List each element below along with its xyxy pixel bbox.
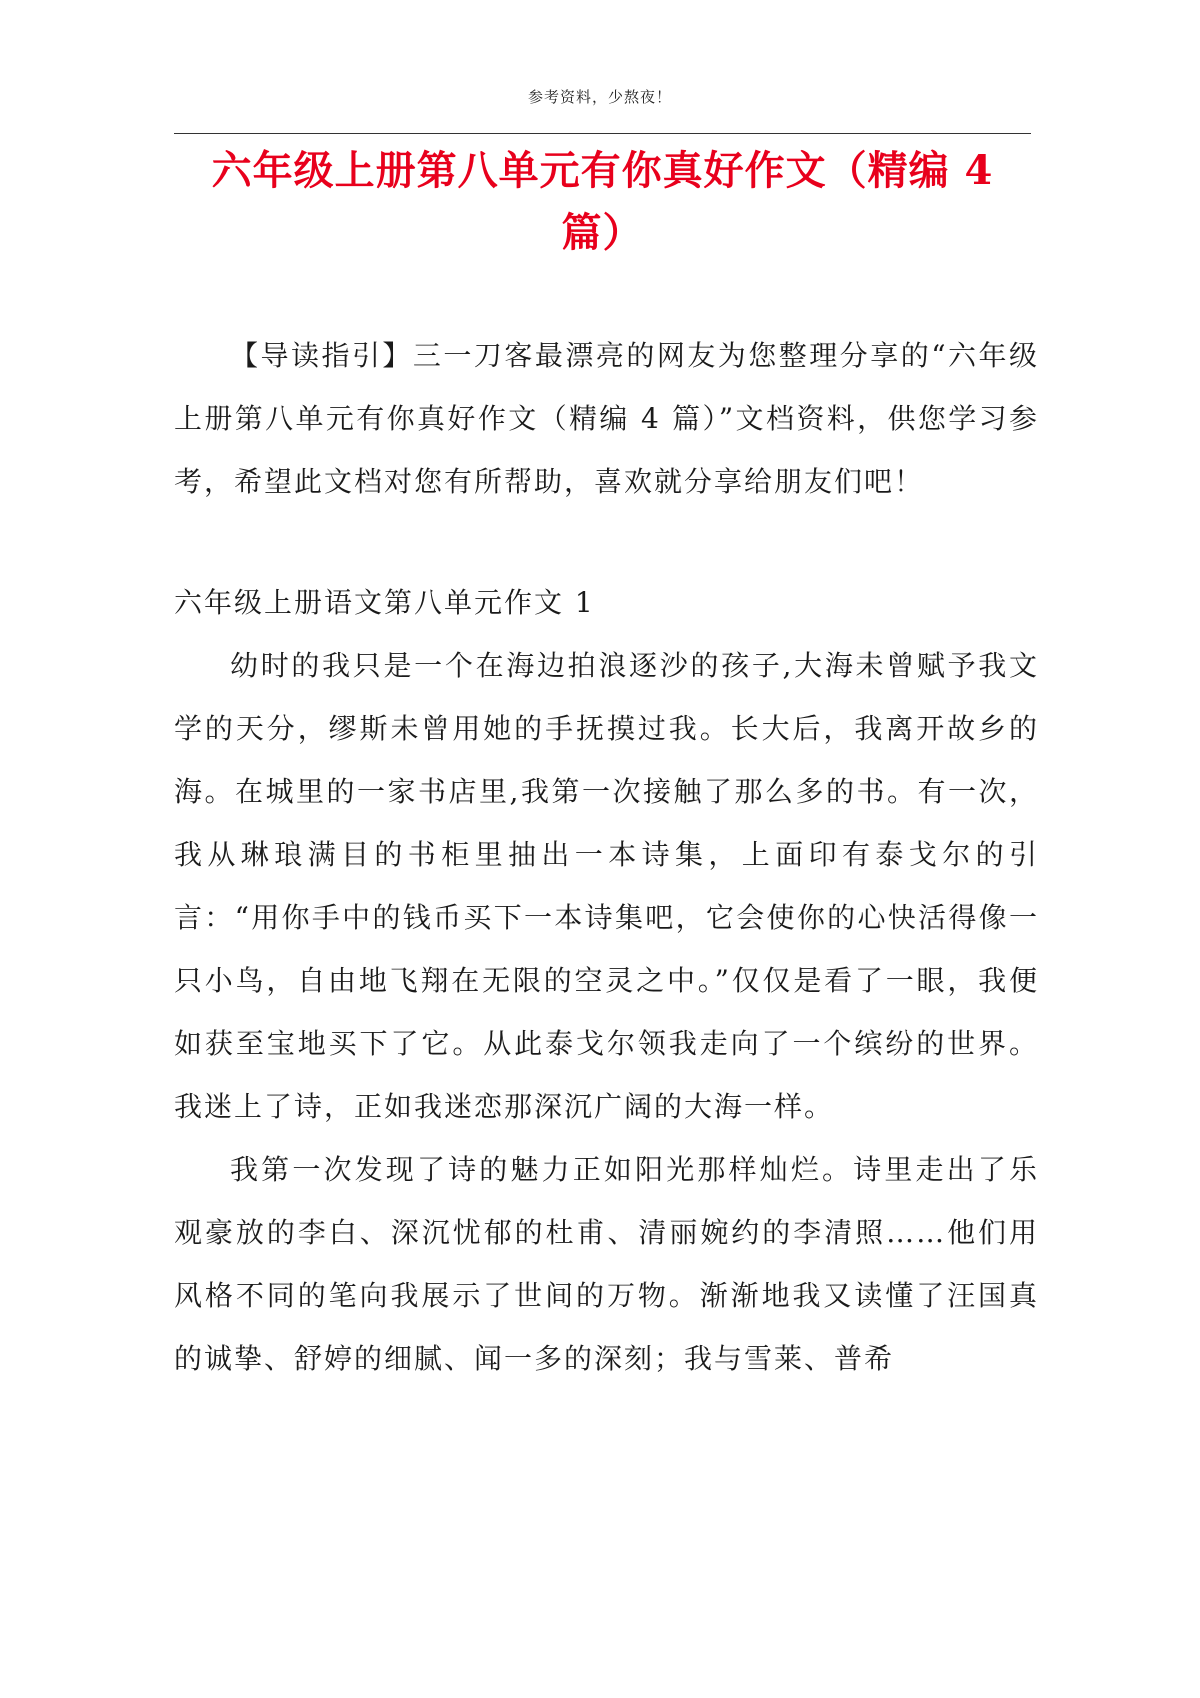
body-paragraph: 幼时的我只是一个在海边拍浪逐沙的孩子,大海未曾赋予我文学的天分，缪斯未曾用她的手抚摸过我。长大后，我离开故乡的海。在城里的一家书店里,我第一次接触了那么多的书。有一次，我从琳琅满目的书柜里抽出一本诗集，上面印有泰戈尔的引言：“用你手中的钱币买下一本诗集吧，它会使你的心快活得像一只小鸟，自由地飞翔在无限的空灵之中。”仅仅是看了一眼，我便如获至宝地买下了它。从此泰戈尔领我走向了一个缤纷的世界。我迷上了诗，正如我迷恋那深沉广阔的大海一样。 (174, 649, 1039, 1123)
body-paragraph: 我第一次发现了诗的魅力正如阳光那样灿烂。诗里走出了乐观豪放的李白、深沉忧郁的杜甫、清丽婉约的李清照……他们用风格不同的笔向我展示了世间的万物。渐渐地我又读懂了汪国真的诚挚、舒婷的细腻、闻一多的深刻；我与雪莱、普希 (174, 1153, 1039, 1375)
document-body (174, 324, 1039, 1390)
section-heading: 六年级上册语文第八单元作文 1 (174, 586, 595, 619)
header-divider (174, 133, 1031, 134)
intro-paragraph: 【导读指引】三一刀客最漂亮的网友为您整理分享的“六年级上册第八单元有你真好作文（精编 4 篇）”文档资料，供您学习参考，希望此文档对您有所帮助，喜欢就分享给朋友们吧！ (174, 339, 1039, 498)
document-title: 六年级上册第八单元有你真好作文（精编 4 篇） (211, 147, 994, 256)
page-header-text: 参考资料，少熬夜！ (527, 88, 672, 106)
